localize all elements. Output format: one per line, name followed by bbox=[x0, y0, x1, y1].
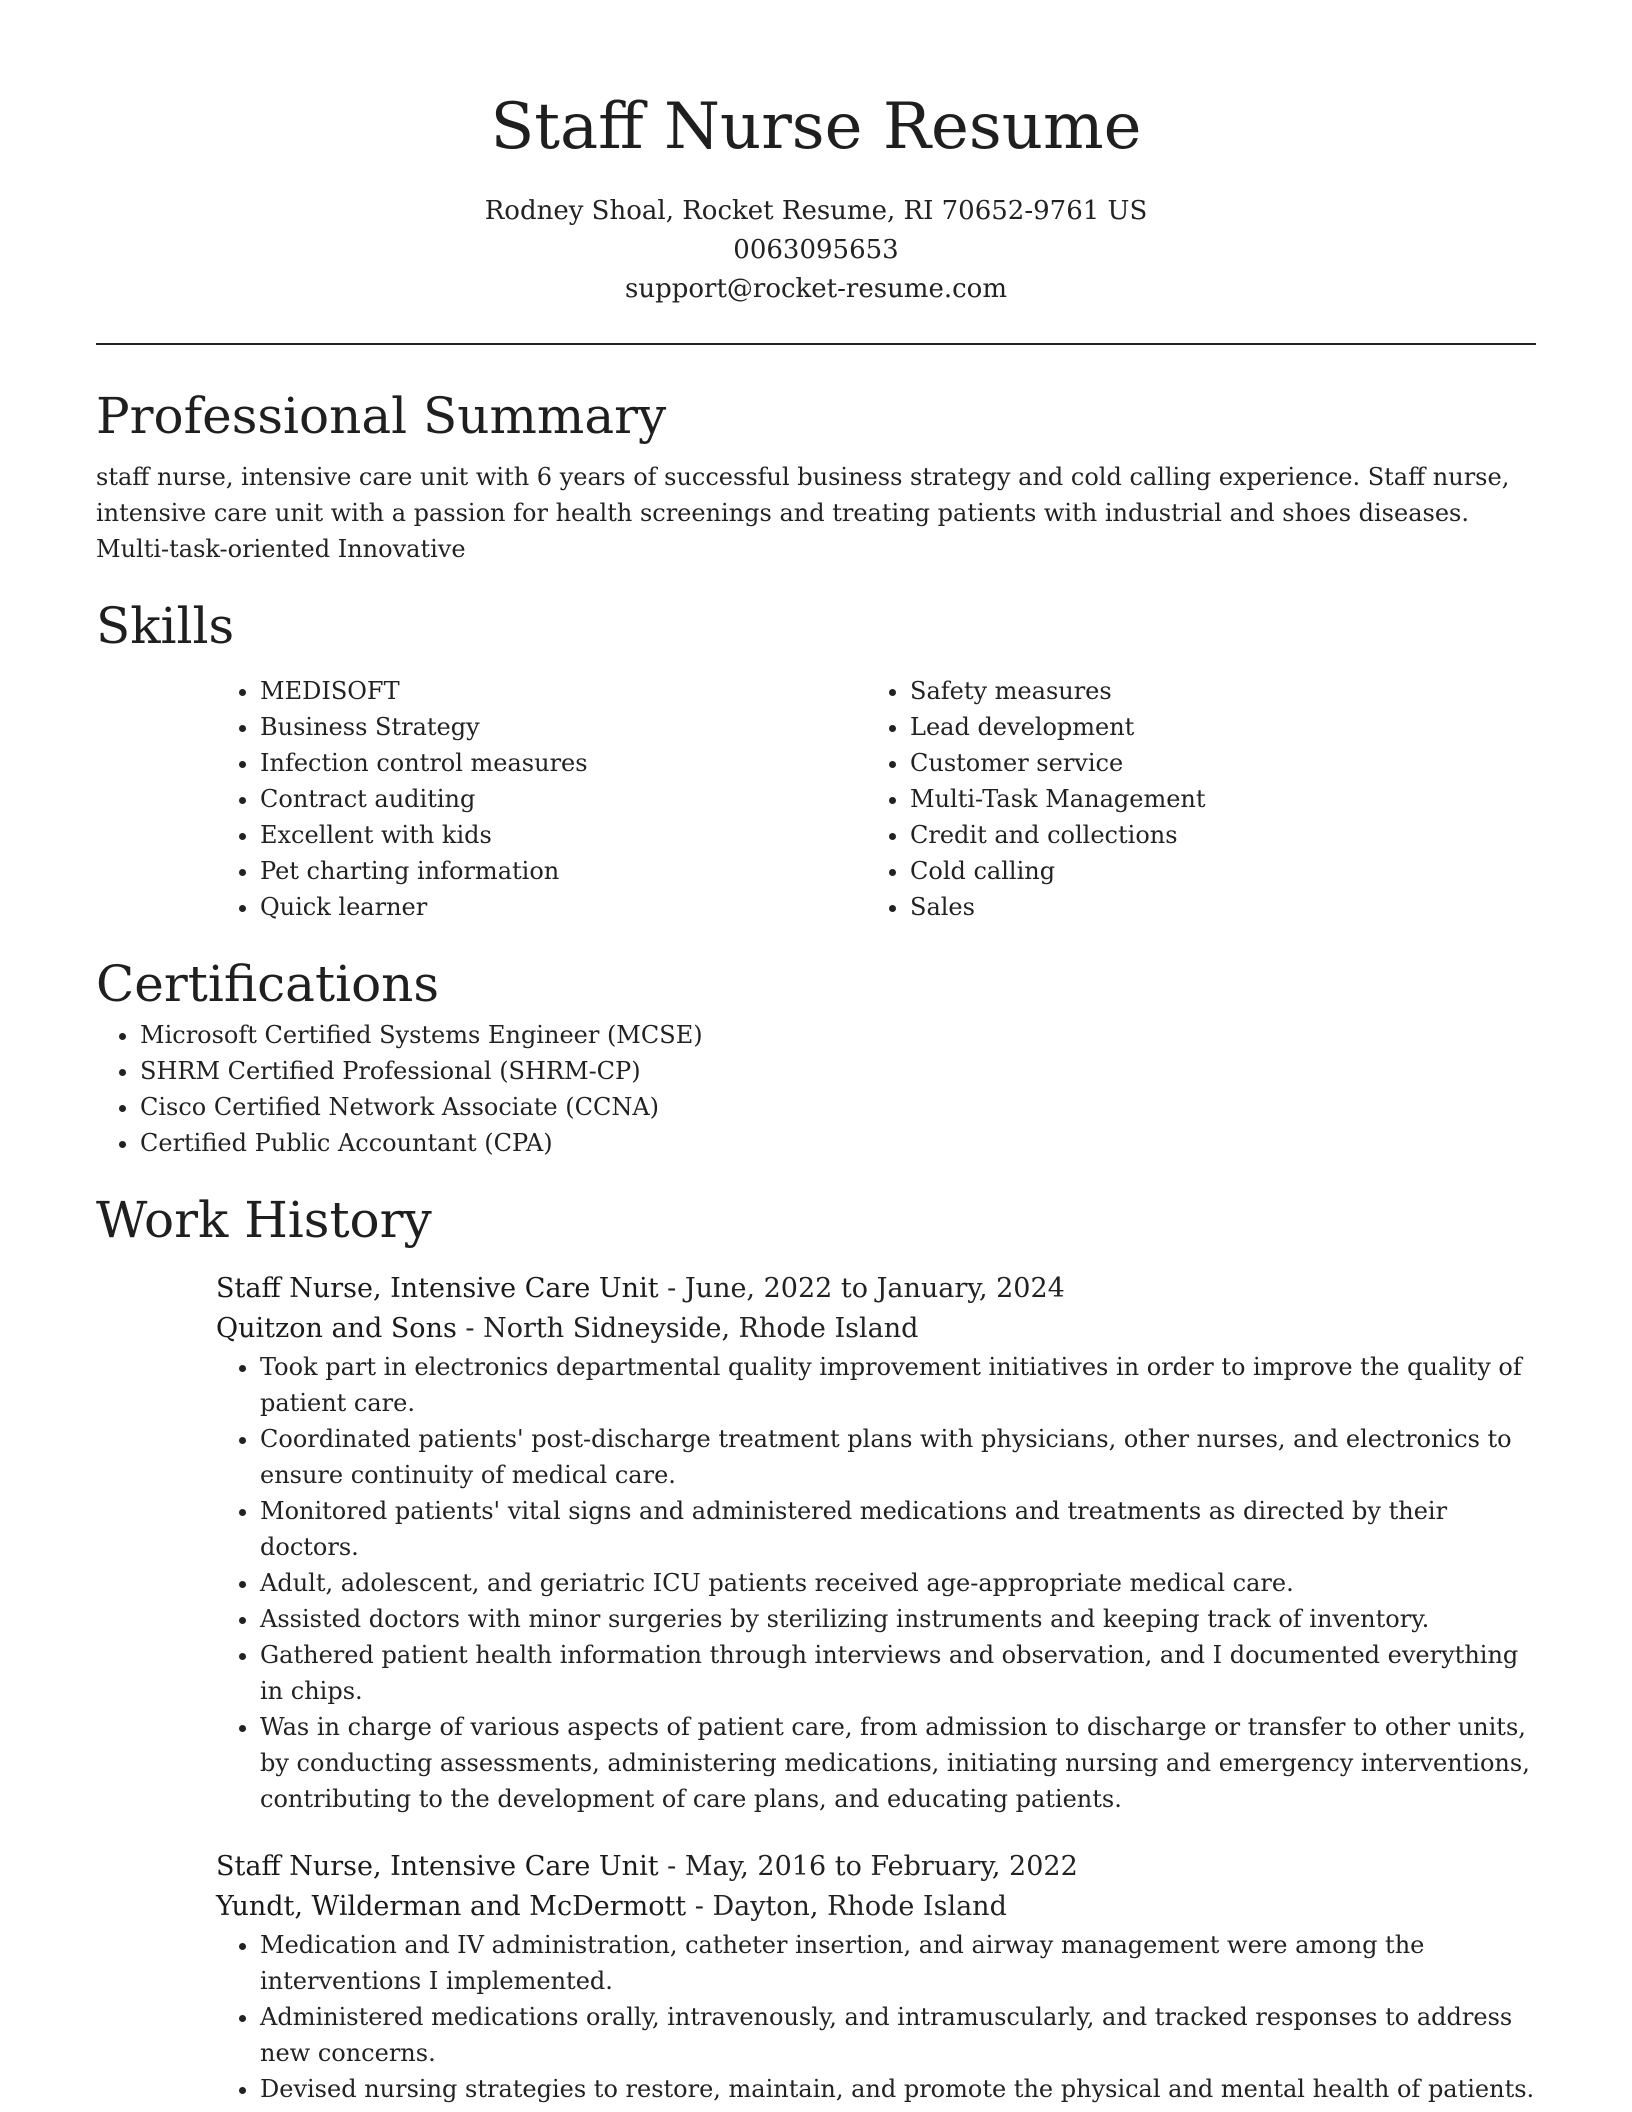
job-title: Staff Nurse, Intensive Care Unit bbox=[216, 1273, 659, 1304]
job-title-line bbox=[216, 1269, 1536, 1309]
job-company: Quitzon and Sons bbox=[216, 1313, 457, 1344]
job-duty-item: • Administered medications orally, intravenously, and intramuscularly, and tracked responses to address new concerns. bbox=[260, 1999, 1536, 2071]
certification-item: • Microsoft Certified Systems Engineer (MCSE) bbox=[140, 1017, 1536, 1053]
job-dates: - May, 2016 to February, 2022 bbox=[658, 1851, 1078, 1882]
summary-text: staff nurse, intensive care unit with 6 years of successful business strategy and cold calling experience. Staff nurse, intensive care unit with a passion for health screenings and treating patients with industrial and shoes diseases. Multi-task-oriented Innovative bbox=[96, 463, 1510, 563]
job-duty-item: • Was in charge of various aspects of patient care, from admission to discharge or transfer to other units, by conducting assessments, administering medications, initiating nursing and emergency interventions, contributing to the development of care plans, and educating patients. bbox=[260, 1709, 1536, 1817]
summary-heading: Professional Summary bbox=[96, 387, 667, 445]
skill-item: • Lead development bbox=[910, 709, 1516, 745]
skills-list-right bbox=[866, 673, 1516, 925]
contact-phone: 0063095653 bbox=[733, 235, 899, 265]
page-title: Staff Nurse Resume bbox=[490, 90, 1142, 164]
job-company-line bbox=[216, 1887, 1536, 1927]
job-duties-list bbox=[216, 1927, 1536, 2107]
certification-item: • SHRM Certified Professional (SHRM-CP) bbox=[140, 1053, 1536, 1089]
contact-email: support@rocket-resume.com bbox=[624, 274, 1007, 304]
skills-column-right bbox=[866, 673, 1516, 925]
certifications-heading: Certifications bbox=[96, 955, 440, 1013]
job-title-line bbox=[216, 1847, 1536, 1887]
job-duty-item: • Devised nursing strategies to restore, maintain, and promote the physical and mental health of patients. bbox=[260, 2071, 1536, 2107]
job-entry bbox=[216, 1269, 1536, 1817]
skill-item: • Quick learner bbox=[260, 889, 866, 925]
job-duty-item: • Assisted doctors with minor surgeries by sterilizing instruments and keeping track of inventory. bbox=[260, 1601, 1536, 1637]
skill-item: • Customer service bbox=[910, 745, 1516, 781]
skill-item: • Business Strategy bbox=[260, 709, 866, 745]
skill-item: • Sales bbox=[910, 889, 1516, 925]
job-company-line bbox=[216, 1309, 1536, 1349]
summary-section bbox=[96, 383, 1536, 567]
contact-block bbox=[96, 192, 1536, 309]
skills-column-left bbox=[216, 673, 866, 925]
skill-item: • Excellent with kids bbox=[260, 817, 866, 853]
resume-header bbox=[96, 0, 1536, 309]
skill-item: • Multi-Task Management bbox=[910, 781, 1516, 817]
skills-list-left bbox=[216, 673, 866, 925]
work-history-heading: Work History bbox=[96, 1191, 432, 1249]
certification-item: • Certified Public Accountant (CPA) bbox=[140, 1125, 1536, 1161]
certifications-list bbox=[96, 1017, 1536, 1161]
header-divider bbox=[96, 343, 1536, 345]
skill-item: • MEDISOFT bbox=[260, 673, 866, 709]
job-duty-item: • Adult, adolescent, and geriatric ICU patients received age-appropriate medical care. bbox=[260, 1565, 1536, 1601]
skill-item: • Infection control measures bbox=[260, 745, 866, 781]
job-duty-item: • Monitored patients' vital signs and administered medications and treatments as directed by their doctors. bbox=[260, 1493, 1536, 1565]
job-entry bbox=[216, 1847, 1536, 2107]
skill-item: • Pet charting information bbox=[260, 853, 866, 889]
skill-item: • Credit and collections bbox=[910, 817, 1516, 853]
certifications-section bbox=[96, 951, 1536, 1161]
job-location: - North Sidneyside, Rhode Island bbox=[456, 1313, 919, 1344]
job-title: Staff Nurse, Intensive Care Unit bbox=[216, 1851, 659, 1882]
skill-item: • Cold calling bbox=[910, 853, 1516, 889]
job-company: Yundt, Wilderman and McDermott bbox=[216, 1891, 687, 1922]
work-history-section bbox=[96, 1187, 1536, 2107]
job-duty-item: • Took part in electronics departmental quality improvement initiatives in order to improve the quality of patient care. bbox=[260, 1349, 1536, 1421]
skills-heading: Skills bbox=[96, 597, 235, 655]
job-duties-list bbox=[216, 1349, 1536, 1817]
skills-columns bbox=[216, 673, 1536, 925]
job-duty-item: • Medication and IV administration, catheter insertion, and airway management were among the interventions I implemented. bbox=[260, 1927, 1536, 1999]
skill-item: • Safety measures bbox=[910, 673, 1516, 709]
certification-item: • Cisco Certified Network Associate (CCNA) bbox=[140, 1089, 1536, 1125]
job-dates: - June, 2022 to January, 2024 bbox=[658, 1273, 1065, 1304]
job-duty-item: • Coordinated patients' post-discharge treatment plans with physicians, other nurses, and electronics to ensure continuity of medical care. bbox=[260, 1421, 1536, 1493]
skill-item: • Contract auditing bbox=[260, 781, 866, 817]
resume-page bbox=[96, 0, 1536, 2107]
contact-address: Rodney Shoal, Rocket Resume, RI 70652-9761 US bbox=[484, 196, 1148, 226]
skills-section bbox=[96, 593, 1536, 925]
job-location: - Dayton, Rhode Island bbox=[686, 1891, 1007, 1922]
job-duty-item: • Gathered patient health information through interviews and observation, and I documented everything in chips. bbox=[260, 1637, 1536, 1709]
